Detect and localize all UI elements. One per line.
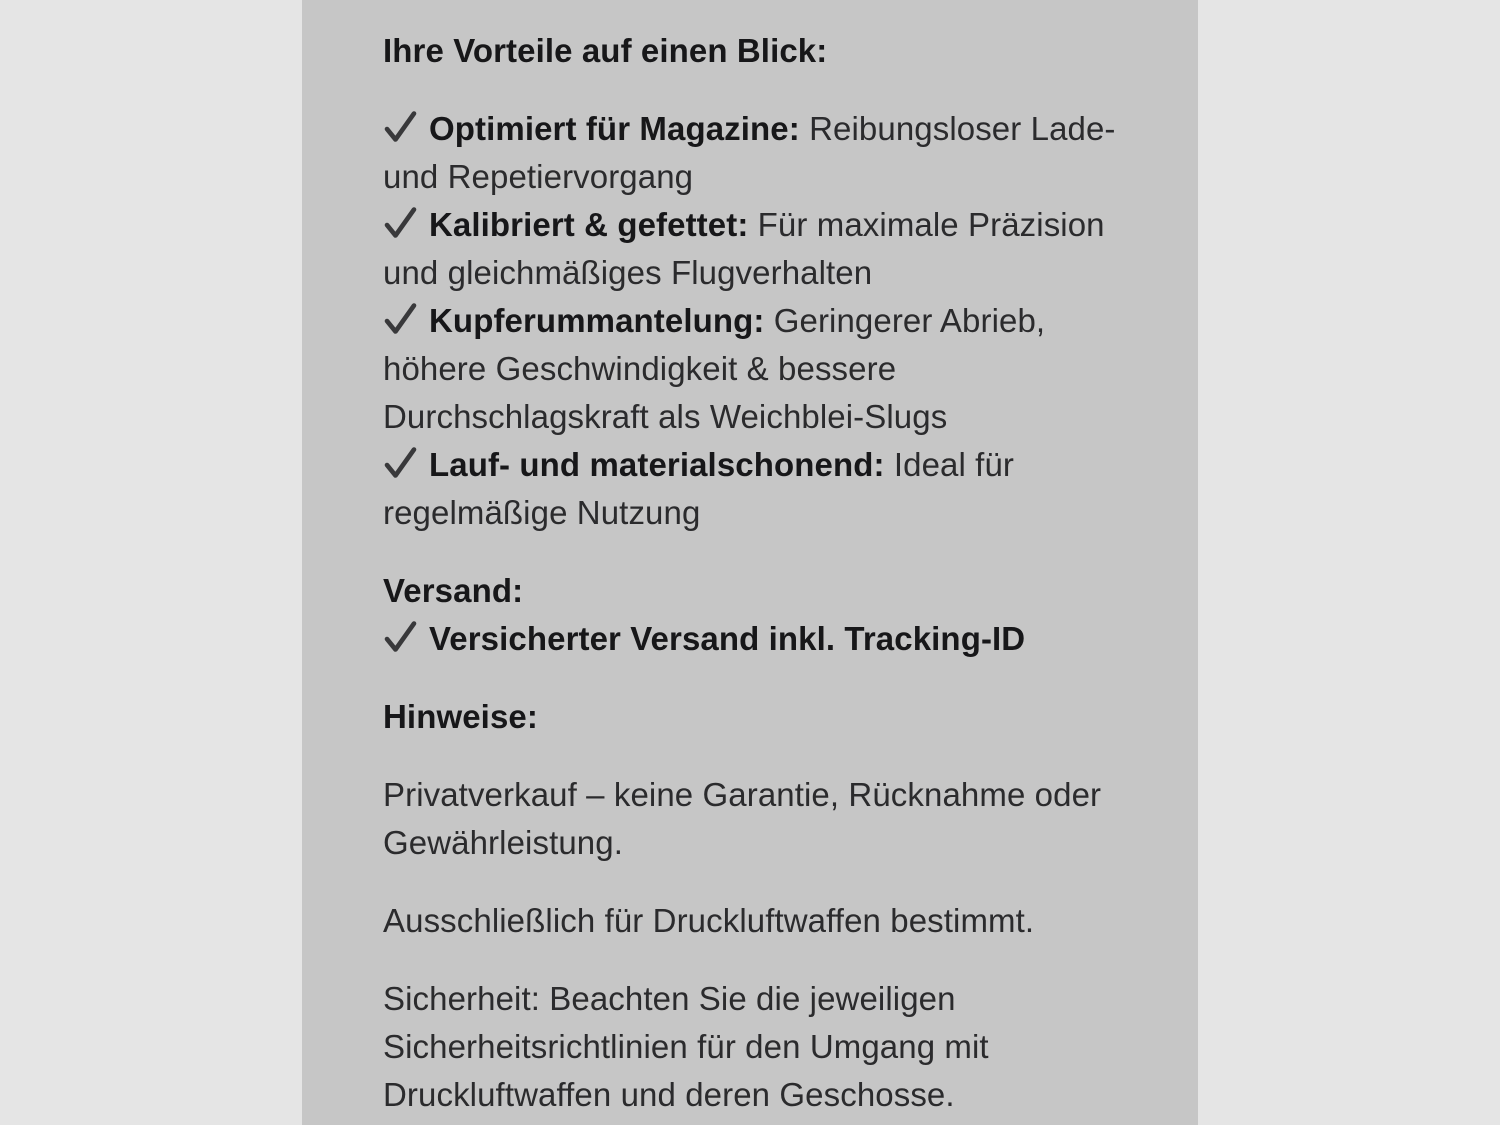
check-icon xyxy=(383,621,417,653)
text-run: Reibungsloser Lade- xyxy=(799,110,1116,147)
text-bold-run: Hinweise: xyxy=(383,698,538,735)
text-line xyxy=(383,615,1146,663)
text-line xyxy=(383,897,1146,945)
text-line xyxy=(383,567,1146,615)
text-line xyxy=(383,975,1146,1023)
text-line xyxy=(383,819,1146,867)
text-line xyxy=(383,441,1146,489)
text-bold-run: Kalibriert & gefettet: xyxy=(429,206,749,243)
text-line xyxy=(383,201,1146,249)
text-line xyxy=(383,153,1146,201)
text-run: Ideal für xyxy=(884,446,1014,483)
text-bold-run: Versand: xyxy=(383,572,524,609)
text-line xyxy=(383,297,1146,345)
notes-heading xyxy=(383,693,1146,741)
text-run: höhere Geschwindigkeit & bessere xyxy=(383,350,897,387)
text-bold-run: Versicherter Versand inkl. Tracking-ID xyxy=(429,620,1026,657)
text-run: Sicherheitsrichtlinien für den Umgang mit xyxy=(383,1028,989,1065)
text-line xyxy=(383,1023,1146,1071)
text-bold-run: Lauf- und materialschonend: xyxy=(429,446,885,483)
text-line xyxy=(383,393,1146,441)
text-line xyxy=(383,693,1146,741)
text-run: Durchschlagskraft als Weichblei-Slugs xyxy=(383,398,948,435)
airgun-only-note xyxy=(383,897,1146,945)
check-icon xyxy=(383,207,417,239)
text-line xyxy=(383,27,1146,75)
text-run: Sicherheit: Beachten Sie die jeweiligen xyxy=(383,980,956,1017)
text-run: Druckluftwaffen und deren Geschosse. xyxy=(383,1076,955,1113)
text-bold-run: Ihre Vorteile auf einen Blick: xyxy=(383,32,828,69)
text-line xyxy=(383,489,1146,537)
text-line xyxy=(383,249,1146,297)
benefits-list xyxy=(383,105,1146,537)
text-run: Ausschließlich für Druckluftwaffen bestimmt. xyxy=(383,902,1035,939)
text-run: und gleichmäßiges Flugverhalten xyxy=(383,254,873,291)
check-icon xyxy=(383,111,417,143)
text-run: Privatverkauf – keine Garantie, Rücknahme oder xyxy=(383,776,1102,813)
text-run: Gewährleistung. xyxy=(383,824,623,861)
text-bold-run: Kupferummantelung: xyxy=(429,302,765,339)
text-line xyxy=(383,1071,1146,1119)
check-icon xyxy=(383,303,417,335)
text-line xyxy=(383,105,1146,153)
text-line xyxy=(383,771,1146,819)
benefits-heading xyxy=(383,27,1146,75)
text-line xyxy=(383,345,1146,393)
text-run: regelmäßige Nutzung xyxy=(383,494,701,531)
text-bold-run: Optimiert für Magazine: xyxy=(429,110,800,147)
text-run: Geringerer Abrieb, xyxy=(764,302,1046,339)
safety-note xyxy=(383,975,1146,1119)
shipping-section xyxy=(383,567,1146,663)
private-sale-note xyxy=(383,771,1146,867)
description-panel xyxy=(302,0,1198,1125)
check-icon xyxy=(383,447,417,479)
text-run: und Repetiervorgang xyxy=(383,158,694,195)
text-run: Für maximale Präzision xyxy=(748,206,1105,243)
